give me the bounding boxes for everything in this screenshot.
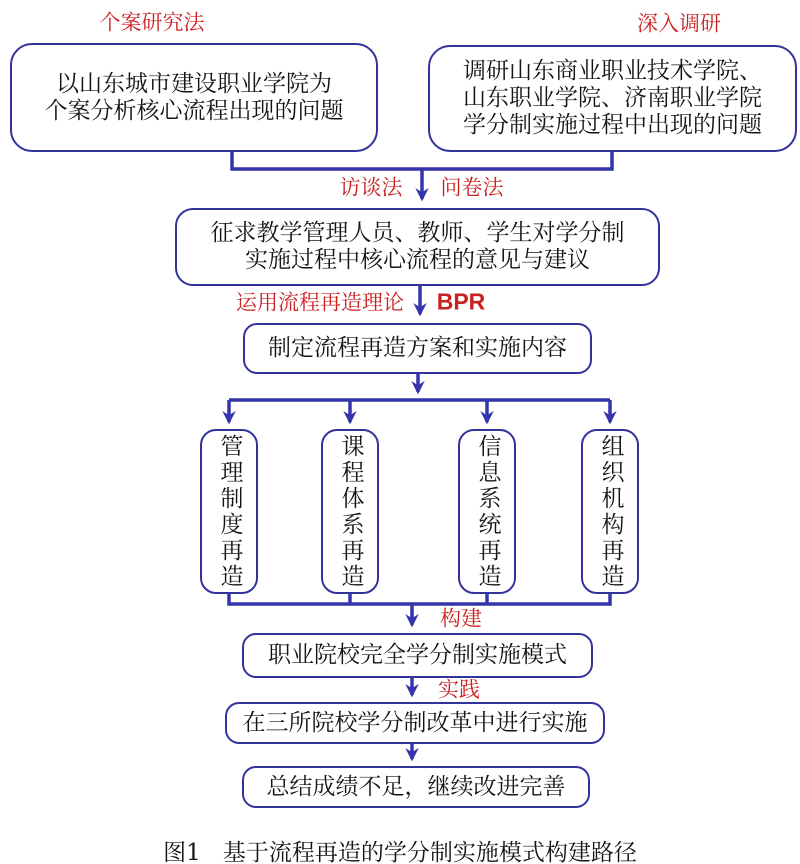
box-model-line1: 职业院校完全学分制实施模式: [268, 642, 567, 668]
box-survey-line2: 山东职业学院、济南职业学院: [463, 85, 762, 111]
box-management-system-text: 管理制度再造: [216, 433, 243, 590]
figure-number: 图1: [163, 840, 201, 864]
box-case-study: [10, 43, 378, 152]
box-survey-line1: 调研山东商业职业技术学院、: [463, 58, 762, 84]
box-plan-line1: 制定流程再造方案和实施内容: [268, 335, 567, 361]
label-practice: 实践: [438, 677, 480, 702]
box-implement-line1: 在三所院校学分制改革中进行实施: [242, 709, 588, 736]
box-management-system: [200, 429, 258, 594]
box-case-study-line2: 个案分析核心流程出现的问题: [44, 97, 344, 124]
box-curriculum-system-text: 课程体系再造: [337, 433, 364, 590]
label-interview-method: 访谈法: [339, 175, 403, 200]
label-questionnaire-method: 问卷法: [440, 175, 504, 200]
box-consult-line2: 实施过程中核心流程的意见与建议: [245, 247, 590, 273]
label-bpr: BPR: [436, 288, 486, 315]
figure-caption: [0, 834, 800, 864]
box-implement: [225, 702, 605, 744]
box-consult: [175, 208, 660, 286]
box-information-system: [458, 429, 516, 594]
label-bpr-theory: 运用流程再造理论: [236, 290, 404, 315]
box-curriculum-system: [321, 429, 379, 594]
box-summary: [242, 766, 590, 808]
label-construct: 构建: [440, 606, 482, 631]
box-information-system-text: 信息系统再造: [474, 433, 501, 590]
box-consult-line1: 征求教学管理人员、教师、学生对学分制: [210, 220, 625, 246]
box-survey-line3: 学分制实施过程中出现的问题: [463, 112, 762, 138]
box-case-study-line1: 以山东城市建设职业学院为: [56, 70, 332, 97]
box-plan: [243, 323, 592, 374]
label-deep-research: 深入调研: [637, 11, 721, 36]
box-summary-line1: 总结成绩不足，继续改进完善: [266, 773, 566, 800]
figure-title: 基于流程再造的学分制实施模式构建路径: [222, 840, 637, 864]
box-survey: [428, 45, 797, 152]
label-case-study-method: 个案研究法: [99, 10, 205, 35]
box-model: [242, 633, 593, 678]
box-organization: [581, 429, 639, 594]
box-organization-text: 组织机构再造: [597, 433, 624, 590]
